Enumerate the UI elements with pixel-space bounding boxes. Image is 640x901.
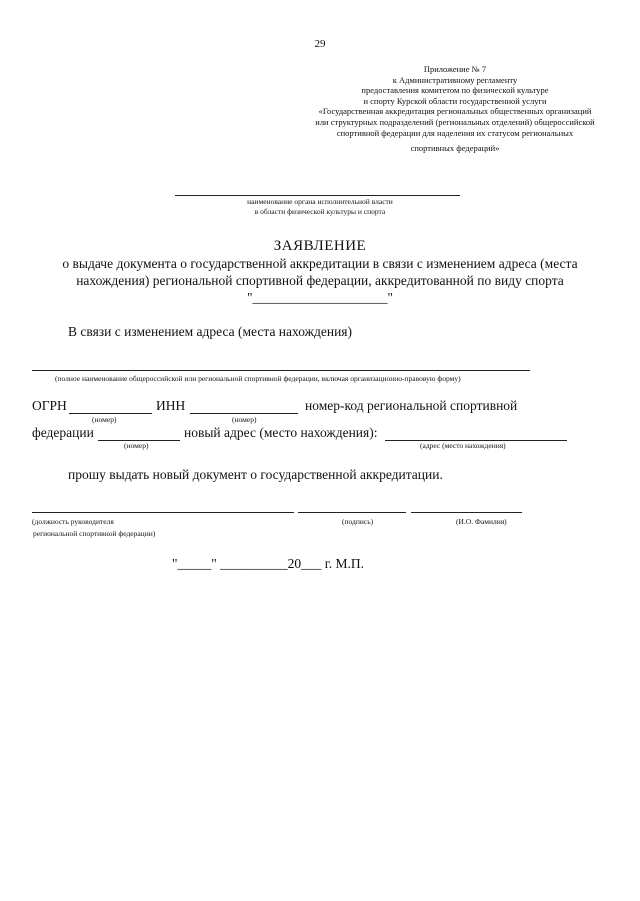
document-title: ЗАЯВЛЕНИЕ bbox=[273, 238, 367, 254]
sport-type-blank: "____________________" bbox=[246, 290, 394, 305]
request-text: прошу выдать новый документ о государственной аккредитации. bbox=[68, 467, 443, 482]
inn-label: ИНН bbox=[156, 398, 186, 413]
appendix-line: и спорту Курской области государственной услуги bbox=[363, 95, 547, 106]
document-subtitle bbox=[30, 255, 610, 306]
date-month-blank[interactable]: __________ bbox=[220, 556, 288, 571]
appendix-line: к Административному регламенту bbox=[392, 74, 518, 85]
ogrn-label: ОГРН bbox=[32, 398, 67, 413]
intro-text: В связи с изменением адреса (места нахождения) bbox=[68, 324, 353, 339]
signature-caption: (подпись) bbox=[342, 517, 374, 526]
authority-caption bbox=[180, 197, 460, 217]
authority-name-line bbox=[175, 195, 460, 196]
appendix-line: «Государственная аккредитация региональных общественных организаций bbox=[318, 106, 592, 117]
subtitle-line: о выдаче документа о государственной аккредитации в связи с изменением адреса (места bbox=[62, 256, 578, 271]
position-field-line[interactable] bbox=[32, 512, 294, 513]
ogrn-field-line[interactable] bbox=[69, 413, 152, 414]
code-number-caption: (номер) bbox=[124, 441, 149, 450]
federation-name-line bbox=[32, 370, 530, 371]
ogrn-number-caption: (номер) bbox=[92, 415, 117, 424]
page-number: 29 bbox=[314, 38, 326, 50]
date-line bbox=[172, 556, 364, 572]
position-caption: (должность руководителя bbox=[32, 517, 114, 526]
full-name-field-line[interactable] bbox=[411, 512, 522, 513]
code-label: номер-код региональной спортивной bbox=[305, 398, 518, 413]
authority-caption-line: наименование органа исполнительной власти bbox=[247, 197, 393, 206]
position-caption-line2: региональной спортивной федерации) bbox=[33, 529, 156, 538]
new-address-label: новый адрес (место нахождения): bbox=[184, 425, 378, 440]
federation-label: федерации bbox=[32, 425, 94, 440]
full-name-caption: (И.О. Фамилия) bbox=[456, 517, 507, 526]
inn-field-line[interactable] bbox=[190, 413, 298, 414]
date-suffix: г. М.П. bbox=[324, 556, 365, 571]
appendix-line: Приложение № 7 bbox=[423, 64, 487, 74]
subtitle-line: нахождения) региональной спортивной федерации, аккредитованной по виду спорта bbox=[76, 273, 564, 288]
date-year-prefix: 20 bbox=[287, 556, 302, 571]
address-caption: (адрес (место нахождения) bbox=[420, 441, 506, 450]
authority-caption-line: в области физической культуры и спорта bbox=[254, 207, 386, 216]
appendix-line: спортивных федераций» bbox=[410, 143, 500, 154]
appendix-header bbox=[300, 64, 610, 154]
date-day-blank[interactable]: "_____" bbox=[172, 556, 217, 571]
appendix-line: или структурных подразделений (региональных отделений) общероссийской bbox=[315, 116, 595, 127]
date-year-blank[interactable]: ___ bbox=[301, 556, 322, 571]
signature-field-line[interactable] bbox=[298, 512, 406, 513]
inn-number-caption: (номер) bbox=[232, 415, 257, 424]
appendix-line: предоставления комитетом по физической культуре bbox=[361, 85, 549, 96]
appendix-line: спортивной федерации для наделения их статусом региональных bbox=[336, 127, 574, 138]
federation-name-caption: (полное наименование общероссийской или региональной спортивной федерации, включая организационно-правовую форму) bbox=[55, 374, 461, 383]
